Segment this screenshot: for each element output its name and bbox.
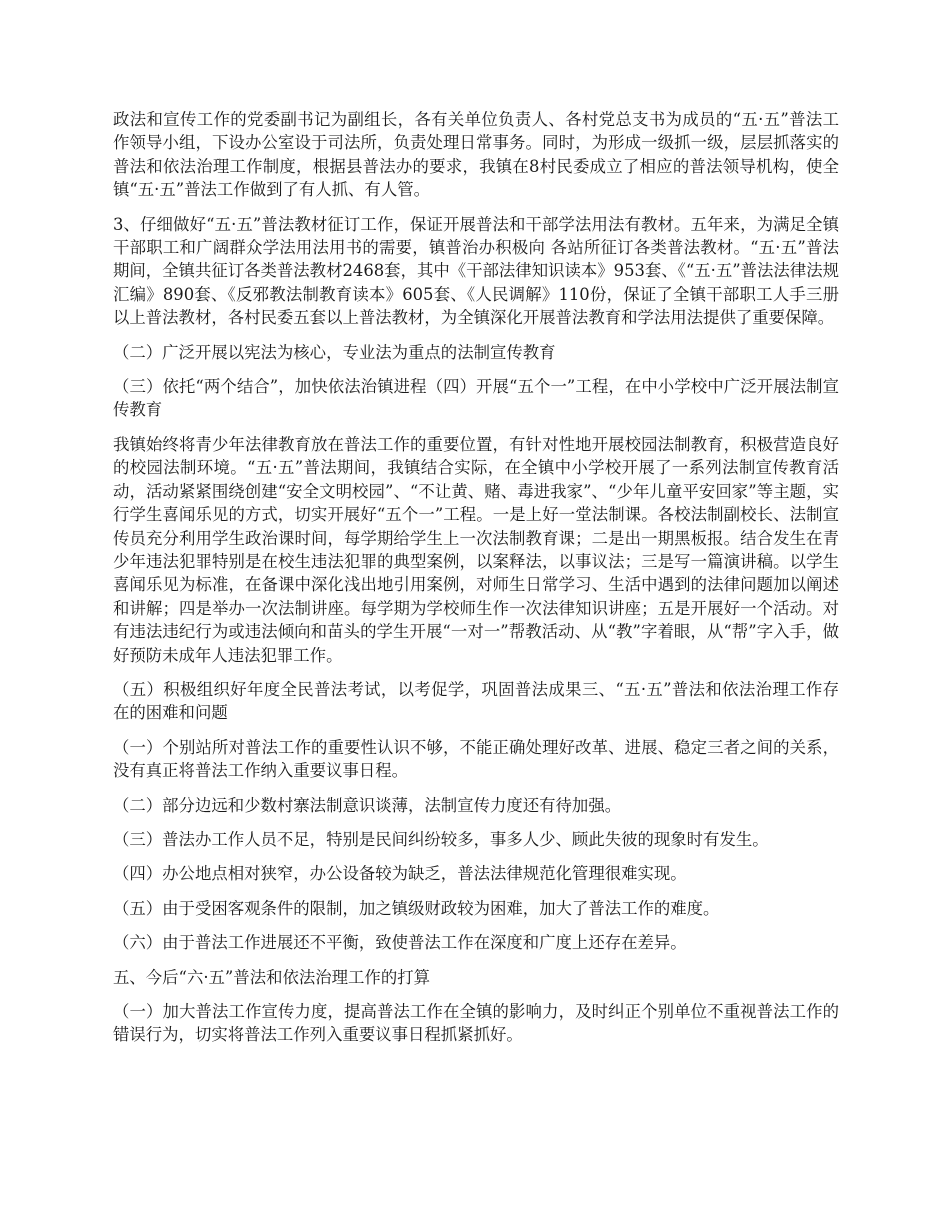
paragraph-section-five-heading: 五、今后“六·五”普法和依法治理工作的打算 xyxy=(113,967,430,987)
paragraph-textbook-ordering: 3、仔细做好“五·五”普法教材征订工作，保证开展普法和干部学法用法有教材。五年来，为满足全镇干部职工和广阔群众学法用法用书的需要，镇普治办积极向 各站所征订各类普法教材。“五·五”普法期间，全镇共征订各类普法教材2468套，其中《干部法律知识读本》953套、《“五·五”普法法律法规汇编》890套、《反邪教法制教育读本》605套、《人民调解》110份，保证了全镇干部职工人手三册以上普法教材，各村民委五套以上普法教材，为全镇深化开展普法教育和学法用法提供了重要保障。 xyxy=(113,214,839,328)
paragraph-problem-5: （五）由于受困客观条件的限制，加之镇级财政较为困难，加大了普法工作的难度。 xyxy=(113,898,720,918)
paragraph-problem-4: （四）办公地点相对狭窄，办公设备较为缺乏，普法法律规范化管理很难实现。 xyxy=(113,864,687,884)
paragraph-problem-6: （六）由于普法工作进展还不平衡，致使普法工作在深度和广度上还存在差异。 xyxy=(113,933,687,953)
paragraph-youth-education: 我镇始终将青少年法律教育放在普法工作的重要位置，有针对性地开展校园法制教育，积极营造良好的校园法制环境。“五·五”普法期间，我镇结合实际，在全镇中小学校开展了一系列法制宣传教育活动，活动紧紧围绕创建“安全文明校园”、“不让黄、赌、毒进我家”、“少年儿童平安回家”等主题，实行学生喜闻乐见的方式，切实开展好“五个一”工程。一是上好一堂法制课。各校法制副校长、法制宣传员充分利用学生政治课时间，每学期给学生上一次法制教育课；二是出一期黑板报。结合发生在青少年违法犯罪特别是在校生违法犯罪的典型案例，以案释法，以事议法；三是写一篇演讲稿。以学生喜闻乐见为标准，在备课中深化浅出地引用案例，对师生日常学习、生活中遇到的法律问题加以阐述和讲解；四是举办一次法制讲座。每学期为学校师生作一次法律知识讲座；五是开展好一个活动。对有违法违纪行为或违法倾向和苗头的学生开展“一对一”帮教活动、从“教”字着眼，从“帮”字入手，做好预防未成年人违法犯罪工作。 xyxy=(113,434,839,665)
paragraph-problem-2: （二）部分边远和少数村寨法制意识谈薄，法制宣传力度还有待加强。 xyxy=(113,795,622,815)
paragraph-plan-1: （一）加大普法工作宣传力度，提高普法工作在全镇的影响力，及时纠正个别单位不重视普法工作的错误行为，切实将普法工作列入重要议事日程抓紧抓好。 xyxy=(113,1002,839,1045)
paragraph-problem-3: （三）普法办工作人员不足，特别是民间纠纷较多，事多人少、顾此失彼的现象时有发生。 xyxy=(113,829,769,849)
paragraph-heading-constitution: （二）广泛开展以宪法为核心，专业法为重点的法制宣传教育 xyxy=(113,342,556,362)
paragraph-heading-annual-exam: （五）积极组织好年度全民普法考试，以考促学，巩固普法成果三、“五·五”普法和依法治理工作存在的困难和问题 xyxy=(113,679,839,723)
document-body xyxy=(113,108,839,1058)
paragraph-heading-two-combinations: （三）依托“两个结合”，加快依法治镇进程（四）开展“五个一”工程，在中小学校中广泛开展法制宣传教育 xyxy=(113,377,839,420)
paragraph-problem-1: （一）个别站所对普法工作的重要性认识不够，不能正确处理好改革、进展、稳定三者之间的关系，没有真正将普法工作纳入重要议事日程。 xyxy=(113,737,839,781)
paragraph-leadership-group: 政法和宣传工作的党委副书记为副组长，各有关单位负责人、各村党总支书为成员的“五·五”普法工作领导小组，下设办公室设于司法所，负责处理日常事务。同时，为形成一级抓一级，层层抓落实的普法和依法治理工作制度，根据县普法办的要求，我镇在8村民委成立了相应的普法领导机构，使全镇“五·五”普法工作做到了有人抓、有人管。 xyxy=(113,110,839,200)
